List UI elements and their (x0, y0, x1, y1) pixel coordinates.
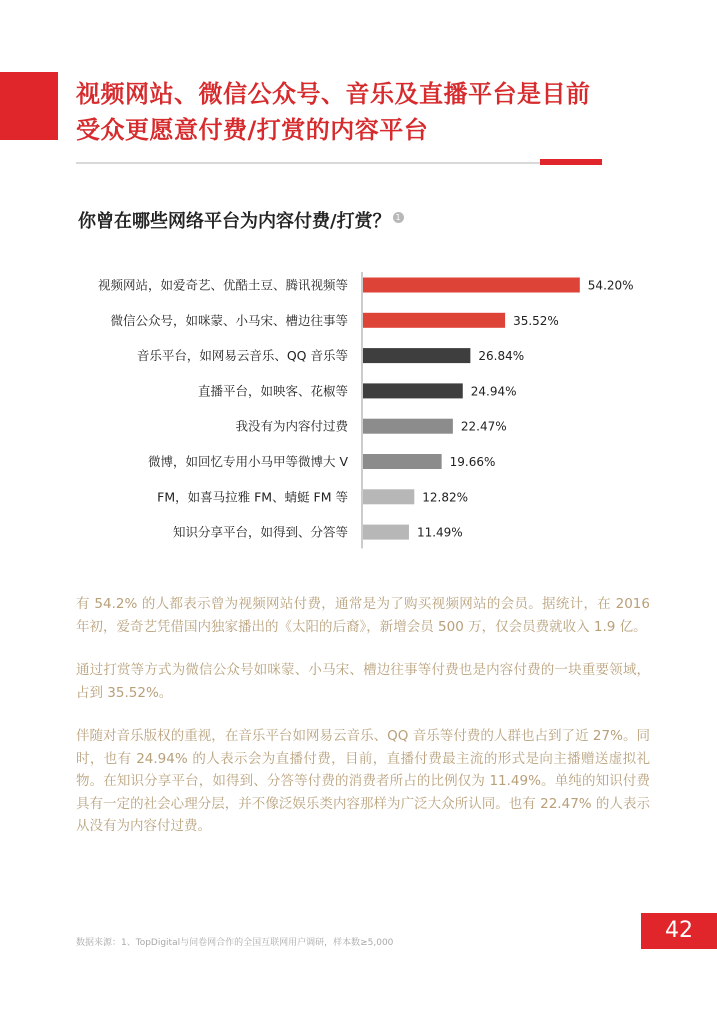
category-label: 视频网站，如爱奇艺、优酷土豆、腾讯视频等 (97, 277, 348, 293)
bar (363, 348, 470, 363)
value-label: 35.52% (513, 313, 559, 328)
bar (363, 383, 463, 398)
value-label: 54.20% (587, 278, 634, 293)
body-text (76, 593, 650, 859)
value-label: 26.84% (478, 349, 525, 364)
chart-question-text: 你曾在哪些网络平台为内容付费/打赏？ (78, 211, 391, 232)
body-paragraph-3: 伴随对音乐版权的重视，在音乐平台如网易云音乐、QQ 音乐等付费的人群也占到了近 27%。同时，也有 24.94% 的人表示会为直播付费，目前，直播付费最主流的形式是向主播赠送虚拟礼物。在知识分享平台，如得到、分答等付费的消费者所占的比例仅为 11.49%。单纯的知识付费具有一定的社会心理分层，并不像泛娱乐类内容那样为广泛大众所认同。也有 22.47% 的人表示从没有为内容付过费。 (76, 728, 650, 834)
bar (363, 454, 442, 469)
page-title (76, 76, 676, 148)
bar (363, 525, 409, 540)
value-label: 11.49% (416, 525, 463, 540)
bar (363, 489, 414, 504)
page-title-line-2: 受众更愿意付费/打赏的内容平台 (76, 116, 429, 144)
body-paragraph-1: 有 54.2% 的人都表示曾为视频网站付费，通常是为了购买视频网站的会员。据统计，在 2016 年初，爱奇艺凭借国内独家播出的《太阳的后裔》，新增会员 500 万，仅会员费就收入 1.9 亿。 (76, 596, 650, 635)
value-label: 22.47% (460, 419, 507, 434)
value-label: 24.94% (470, 384, 517, 399)
category-label: 微博，如回忆专用小马甲等微博大 V (147, 454, 348, 469)
footnote-marker: 1 (393, 212, 404, 223)
value-label: 12.82% (422, 490, 469, 505)
page-title-line-1: 视频网站、微信公众号、音乐及直播平台是目前 (76, 80, 591, 108)
title-divider (76, 162, 546, 164)
bar (363, 278, 580, 293)
body-paragraph-2: 通过打赏等方式为微信公众号如咪蒙、小马宋、槽边往事等付费也是内容付费的一块重要领域，占到 35.52%。 (76, 662, 650, 701)
page-number: 42 (641, 913, 717, 949)
bar (363, 419, 453, 434)
category-label: 音乐平台，如网易云音乐、QQ 音乐等 (136, 348, 348, 364)
category-label: 我没有为内容付过费 (235, 418, 348, 434)
bar (363, 313, 505, 328)
title-accent-block (0, 72, 58, 140)
category-label: 微信公众号，如咪蒙、小马宋、槽边往事等 (110, 312, 348, 328)
title-divider-accent (540, 159, 602, 165)
data-source-note: 数据来源：1、TopDigital与问卷网合作的全国互联网用户调研，样本数≥5,000 (76, 938, 394, 948)
category-label: 直播平台，如映客、花椒等 (197, 383, 348, 399)
category-label: FM，如喜马拉雅 FM、蜻蜓 FM 等 (157, 489, 348, 505)
category-label: 知识分享平台，如得到、分答等 (172, 524, 348, 540)
value-label: 19.66% (449, 455, 496, 469)
chart-question (78, 207, 404, 233)
